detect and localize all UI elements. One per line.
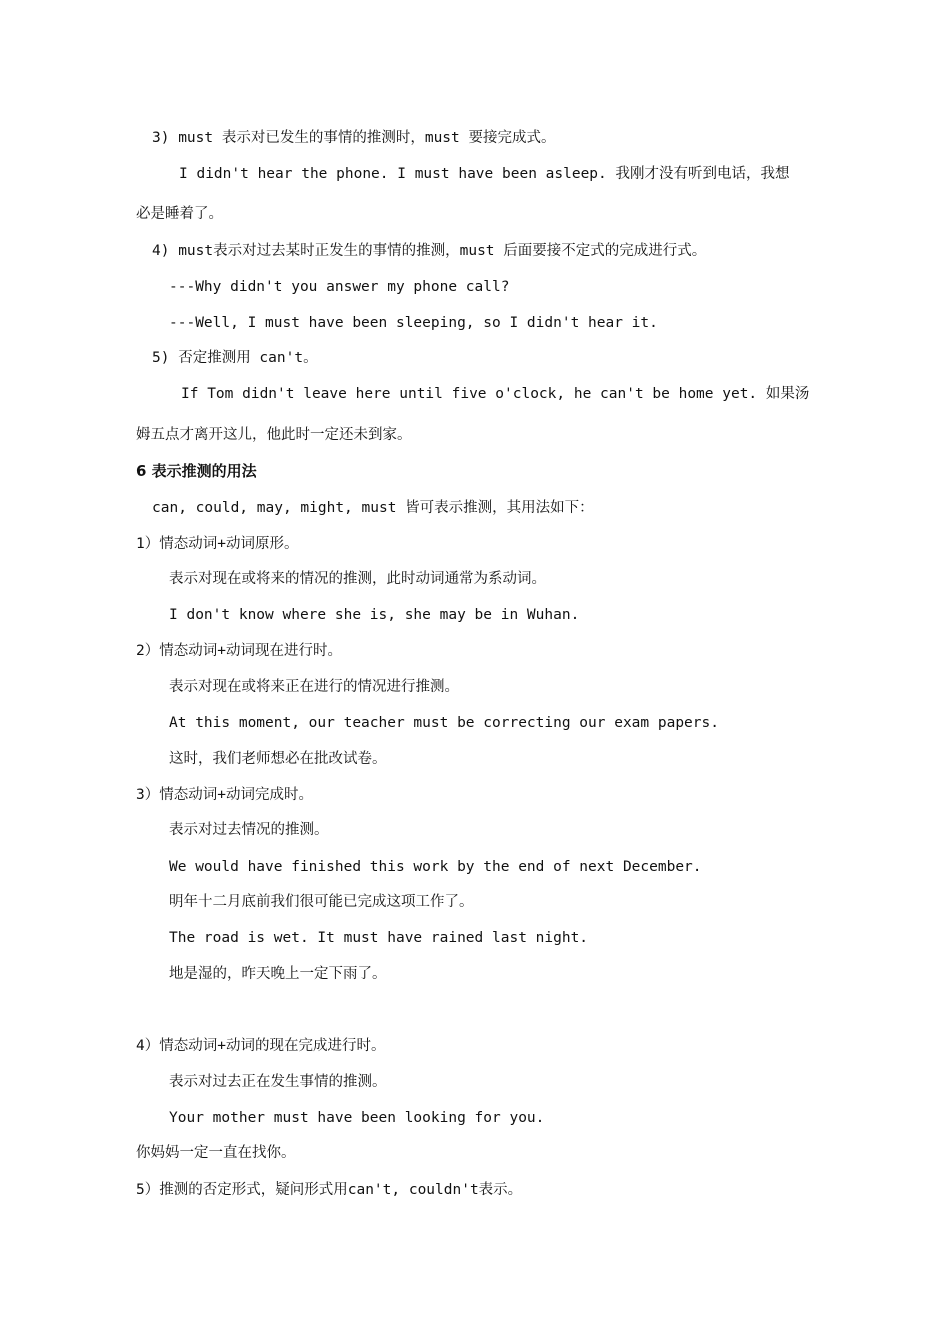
section-heading: 6 表示推测的用法	[136, 462, 257, 480]
item-4-question: ---Why didn't you answer my phone call?	[169, 279, 510, 295]
point-1-title: 1）情态动词+动词原形。	[136, 536, 299, 552]
point-3-translation-1: 明年十二月底前我们很可能已完成这项工作了。	[169, 894, 474, 910]
point-2-example: At this moment, our teacher must be correcting our exam papers.	[169, 715, 719, 731]
point-2-description: 表示对现在或将来正在进行的情况进行推测。	[169, 679, 459, 695]
point-3-title: 3）情态动词+动词完成时。	[136, 787, 313, 803]
point-3-translation-2: 地是湿的，昨天晚上一定下雨了。	[169, 966, 387, 982]
item-3-example: I didn't hear the phone. I must have been asleep. 我刚才没有听到电话，我想	[179, 166, 790, 182]
section-intro: can, could, may, might, must 皆可表示推测，其用法如下：	[152, 500, 594, 516]
item-4-text: 4) must表示对过去某时正发生的事情的推测，must 后面要接不定式的完成进行式。	[152, 243, 707, 259]
point-3-description: 表示对过去情况的推测。	[169, 822, 329, 838]
point-5-title: 5）推测的否定形式，疑问形式用can't, couldn't表示。	[136, 1182, 523, 1198]
point-4-example: Your mother must have been looking for you.	[169, 1110, 545, 1126]
item-4-answer: ---Well, I must have been sleeping, so I didn't hear it.	[169, 315, 658, 331]
point-4-title: 4）情态动词+动词的现在完成进行时。	[136, 1038, 386, 1054]
point-4-translation: 你妈妈一定一直在找你。	[136, 1145, 296, 1161]
point-1-example: I don't know where she is, she may be in Wuhan.	[169, 607, 580, 623]
point-4-description: 表示对过去正在发生事情的推测。	[169, 1074, 387, 1090]
point-3-example-2: The road is wet. It must have rained last night.	[169, 930, 589, 946]
item-5-text: 5) 否定推测用 can't。	[152, 350, 318, 366]
item-3-text: 3) must 表示对已发生的事情的推测时，must 要接完成式。	[152, 130, 556, 146]
item-3-example-cont: 必是睡着了。	[136, 206, 223, 222]
item-5-example: If Tom didn't leave here until five o'clock, he can't be home yet. 如果汤	[181, 386, 810, 402]
point-3-example-1: We would have finished this work by the end of next December.	[169, 859, 702, 875]
point-2-title: 2）情态动词+动词现在进行时。	[136, 643, 342, 659]
item-5-example-cont: 姆五点才离开这儿，他此时一定还未到家。	[136, 427, 412, 443]
point-1-description: 表示对现在或将来的情况的推测，此时动词通常为系动词。	[169, 571, 546, 587]
point-2-translation: 这时，我们老师想必在批改试卷。	[169, 751, 387, 767]
